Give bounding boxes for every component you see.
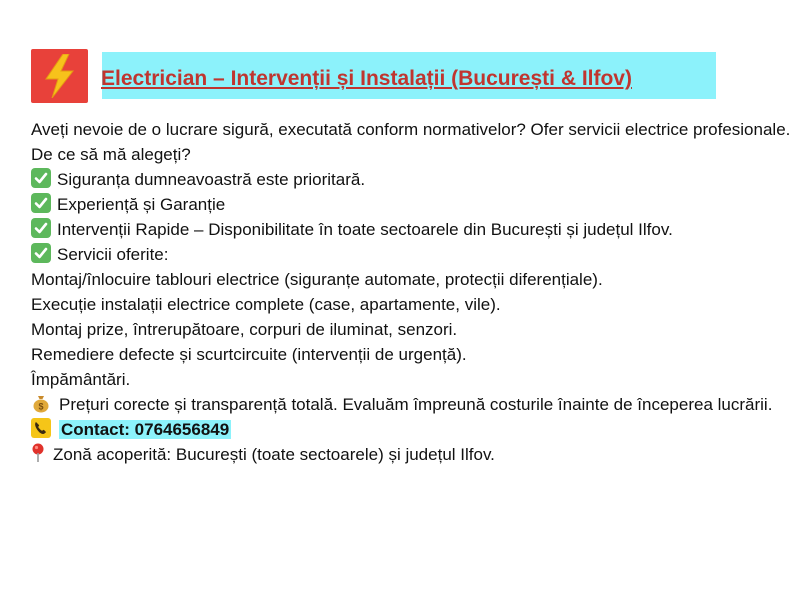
pricing-label: Prețuri corecte și transparență totală. Evaluăm împreună costurile înainte de începerea lucrării. (59, 395, 773, 414)
svg-text:$: $ (38, 401, 44, 412)
check-item-label: Siguranța dumneavoastră este prioritară. (57, 170, 366, 189)
check-item (31, 167, 799, 192)
service-item: Execuție instalații electrice complete (case, apartamente, vile). (31, 295, 501, 314)
phone-icon (31, 418, 53, 438)
why-heading: De ce să mă alegeți? (31, 145, 191, 164)
service-item: Împământări. (31, 370, 131, 389)
page-title: Electrician – Intervenții și Instalații (București & Ilfov) (101, 67, 632, 90)
pricing-text (31, 392, 799, 417)
check-mark-icon (31, 193, 51, 213)
area-label: Zonă acoperită: București (toate sectoarele) și județul Ilfov. (53, 445, 495, 464)
lightning-bolt-icon (31, 49, 88, 103)
check-item-label: Experiență și Garanție (57, 195, 226, 214)
area-line (31, 442, 799, 467)
contact-line (31, 417, 799, 442)
check-item (31, 217, 799, 242)
check-mark-icon (31, 218, 51, 238)
check-mark-icon (31, 168, 51, 188)
check-item-label: Servicii oferite: (57, 245, 169, 264)
check-mark-icon (31, 243, 51, 263)
header (31, 49, 716, 103)
location-pin-icon (31, 443, 47, 463)
post-body (31, 117, 799, 467)
check-item (31, 242, 799, 267)
check-item (31, 192, 799, 217)
intro-text: Aveți nevoie de o lucrare sigură, executată conform normativelor? Ofer servicii electrice profesionale. (31, 120, 791, 139)
contact-phone[interactable]: Contact: 0764656849 (61, 420, 230, 439)
check-item-label: Intervenții Rapide – Disponibilitate în toate sectoarele din București și județul Ilfov. (57, 220, 673, 239)
money-bag-icon (31, 393, 53, 413)
service-item: Montaj/înlocuire tablouri electrice (siguranțe automate, protecții diferențiale). (31, 270, 603, 289)
service-item: Remediere defecte și scurtcircuite (intervenții de urgență). (31, 345, 467, 364)
service-item: Montaj prize, întrerupătoare, corpuri de iluminat, senzori. (31, 320, 458, 339)
